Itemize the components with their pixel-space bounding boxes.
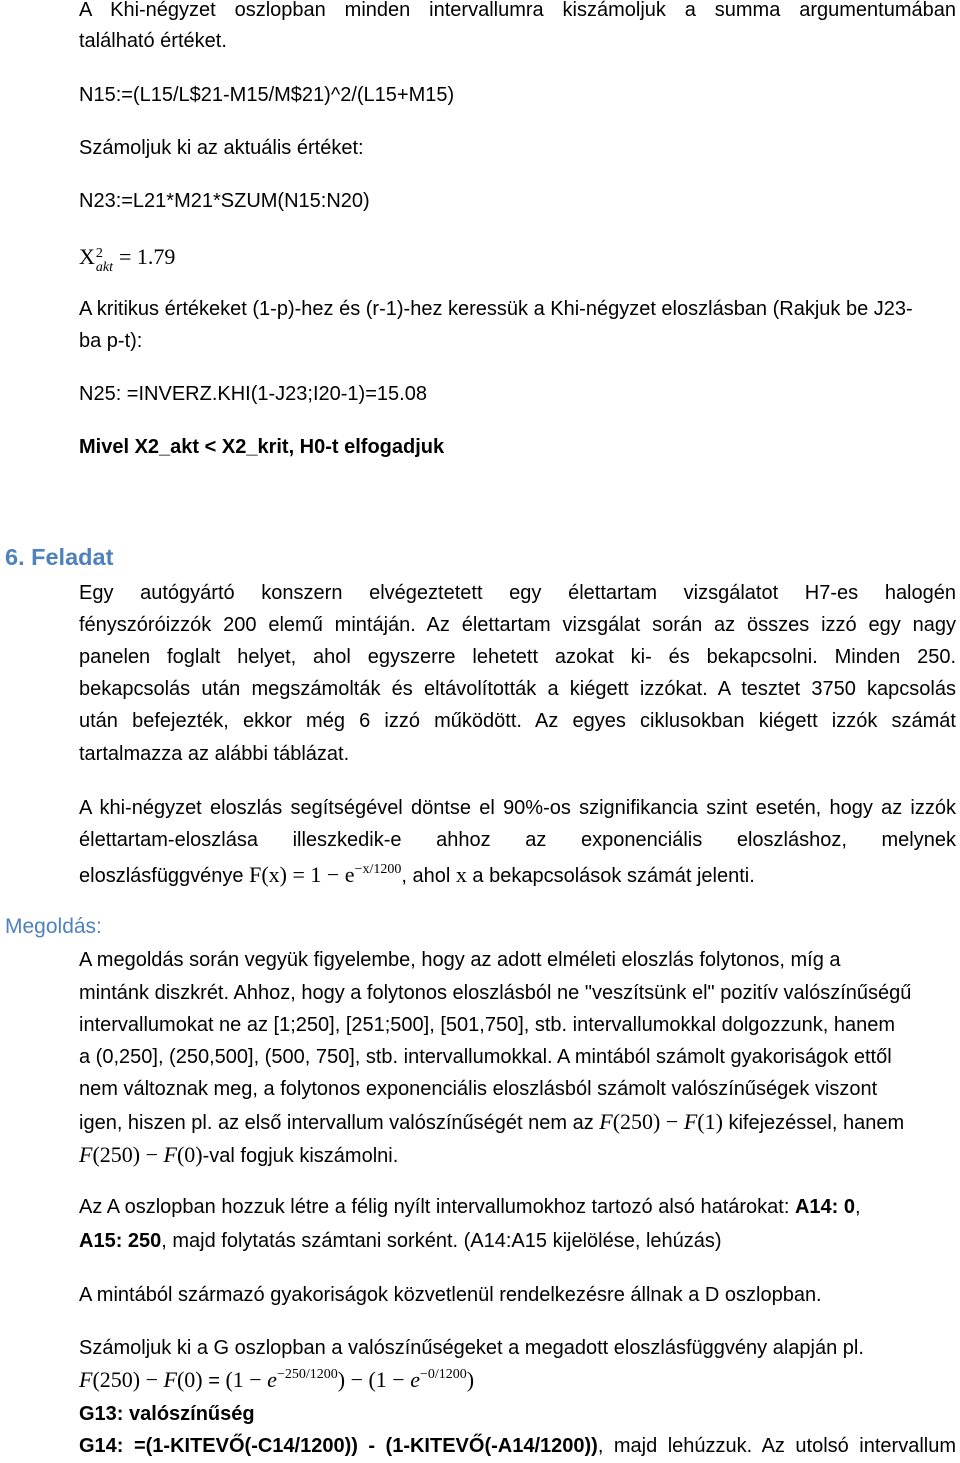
- math-exponent: −0/1200: [419, 1367, 467, 1382]
- math-f: F: [79, 1142, 93, 1167]
- a15-value: A15: 250: [79, 1230, 162, 1252]
- math-arg: (1): [697, 1109, 723, 1134]
- task-question-line-2: élettartam-eloszlása illeszkedik-e ahhoz az exponenciális eloszláshoz, melynek: [79, 829, 956, 851]
- math-op: −: [660, 1109, 684, 1134]
- formula-equals: =: [202, 1370, 226, 1392]
- task-description-line: Egy autógyártó konszern elvégeztetett egy élettartam vizsgálatot H7-es halogén: [79, 582, 956, 604]
- math-paren-open: (1 −: [368, 1367, 411, 1392]
- math-arg: (250): [92, 1142, 141, 1167]
- task-description-line: fényszóróizzók 200 elemű mintáján. Az élettartam vizsgálat során az összes izzó egy nagy: [79, 614, 956, 636]
- chi-square-actual: [79, 241, 956, 273]
- g13-label: G13: valószínűség: [79, 1403, 255, 1425]
- intro-line-2: található értéket.: [79, 30, 227, 52]
- task-question-line-3: [79, 859, 956, 891]
- solution-line: a (0,250], (250,500], (500, 750], stb. intervallumokkal. A mintából számolt gyakoriságok ettől: [79, 1046, 892, 1068]
- probability-formula: [79, 1364, 956, 1396]
- question-text: eloszlásfüggvénye: [79, 865, 250, 887]
- solution-line-7: [79, 1139, 956, 1171]
- math-op: −: [345, 1367, 369, 1392]
- math-f: F: [163, 1142, 177, 1167]
- intro-line-1: A Khi-négyzet oszlopban minden intervallumra kiszámoljuk a summa argumentumában: [79, 0, 956, 21]
- math-f: F: [683, 1109, 698, 1134]
- math-op: −: [140, 1142, 164, 1167]
- solution-line: nem változnak meg, a folytonos exponenciális eloszlásból számolt valószínűségek viszont: [79, 1078, 878, 1100]
- solution-text: -val fogjuk kiszámolni.: [202, 1145, 399, 1167]
- expr-f250-minus-f1: [599, 1109, 723, 1134]
- lower-bounds-text: ,: [854, 1196, 861, 1218]
- chi-symbol: X: [79, 244, 95, 269]
- a14-value: A14: 0: [794, 1196, 855, 1218]
- g14-formula: G14: =(1-KITEVŐ(-C14/1200)) - (1-KITEVŐ(-A14/1200)): [79, 1435, 598, 1457]
- math-paren-close: ): [337, 1367, 346, 1392]
- math-f: F: [79, 1367, 93, 1392]
- math-arg: (0): [176, 1142, 203, 1167]
- g14-text: , majd lehúzzuk. Az utolsó intervallum: [597, 1435, 956, 1457]
- solution-text: igen, hiszen pl. az első intervallum valószínűségét nem az: [79, 1112, 600, 1134]
- question-text: , ahol: [401, 865, 456, 887]
- chi-indices: [96, 247, 113, 275]
- task-description-line: után befejezték, ekkor még 6 izzó működött. Az egyes ciklusokban kiégett izzók számát: [79, 710, 956, 732]
- lower-bounds-line-1: [79, 1191, 956, 1223]
- frequencies-text: A mintából származó gyakoriságok közvetlenül rendelkezésre állnak a D oszlopban.: [79, 1284, 822, 1306]
- math-op: −: [140, 1367, 164, 1392]
- formula-lhs: [79, 1367, 203, 1392]
- solution-line-6: [79, 1106, 956, 1138]
- task-description-line: bekapcsolás után megszámolták és eltávolították a kiégett izzókat. A tesztet 3750 kapcsolás: [79, 678, 956, 700]
- probabilities-intro: Számoljuk ki a G oszlopban a valószínűségeket a megadott eloszlásfüggvény alapján pl.: [79, 1337, 864, 1359]
- lower-bounds-line-2: [79, 1225, 956, 1257]
- math-e: e: [410, 1367, 420, 1392]
- expr-f250-minus-f0: [79, 1142, 203, 1167]
- solution-line: mintánk diszkrét. Ahhoz, hogy a folytonos eloszlásból ne "veszítsünk el" pozitív valószínűségű: [79, 982, 912, 1004]
- task-heading: 6. Feladat: [5, 544, 114, 570]
- math-paren-close: ): [466, 1367, 475, 1392]
- cdf-exponent: −x/1200: [354, 862, 402, 877]
- math-exponent: −250/1200: [276, 1367, 338, 1382]
- task-description-line: tartalmazza az alábbi táblázat.: [79, 743, 350, 765]
- solution-heading: Megoldás:: [5, 915, 102, 938]
- task-question-line-1: A khi-négyzet eloszlás segítségével döntse el 90%-os szignifikancia szint esetén, hogy az izzók: [79, 797, 956, 819]
- lower-bounds-text: , majd folytatás számtani sorként. (A14:A15 kijelölése, lehúzás): [161, 1230, 722, 1252]
- cdf-formula: [249, 862, 401, 887]
- solution-line: A megoldás során vegyük figyelembe, hogy az adott elméleti eloszlás folytonos, míg a: [79, 949, 841, 971]
- math-arg: (0): [176, 1367, 203, 1392]
- formula-n15: N15:=(L15/L$21-M15/M$21)^2/(L15+M15): [79, 84, 455, 106]
- conclusion: Mivel X2_akt < X2_krit, H0-t elfogadjuk: [79, 436, 445, 458]
- calc-actual-text: Számoljuk ki az aktuális értéket:: [79, 137, 364, 159]
- cdf-base: F(x) = 1 − e: [249, 862, 355, 887]
- variable-x: x: [455, 862, 467, 887]
- task-description-line: panelen foglalt helyet, ahol egyszerre lehetett azokat ki- és bekapcsolni. Minden 250.: [79, 646, 956, 668]
- solution-text: kifejezéssel, hanem: [722, 1112, 905, 1134]
- critical-line-1: A kritikus értékeket (1-p)-hez és (r-1)-hez keressük a Khi-négyzet eloszlásban (Rakjuk be J23-: [79, 298, 913, 320]
- formula-rhs: [225, 1367, 474, 1392]
- formula-n25: N25: =INVERZ.KHI(1-J23;I20-1)=15.08: [79, 383, 427, 405]
- chi-subscript: akt: [95, 260, 113, 275]
- math-arg: (250): [92, 1367, 141, 1392]
- chi-value: = 1.79: [119, 244, 176, 269]
- math-f: F: [163, 1367, 177, 1392]
- critical-line-2: ba p-t):: [79, 330, 143, 352]
- math-arg: (250): [612, 1109, 661, 1134]
- math-f: F: [599, 1109, 613, 1134]
- formula-n23: N23:=L21*M21*SZUM(N15:N20): [79, 190, 370, 212]
- math-paren-open: (1 −: [225, 1367, 268, 1392]
- math-e: e: [267, 1367, 277, 1392]
- chi-superscript: 2: [95, 246, 103, 261]
- g14-formula-line: [79, 1430, 956, 1462]
- solution-line: intervallumokat ne az [1;250], [251;500], [501,750], stb. intervallumokkal dolgozzunk, hanem: [79, 1014, 896, 1036]
- question-text: a bekapcsolások számát jelenti.: [466, 865, 755, 887]
- lower-bounds-text: Az A oszlopban hozzuk létre a félig nyílt intervallumokhoz tartozó alsó határokat:: [79, 1196, 795, 1218]
